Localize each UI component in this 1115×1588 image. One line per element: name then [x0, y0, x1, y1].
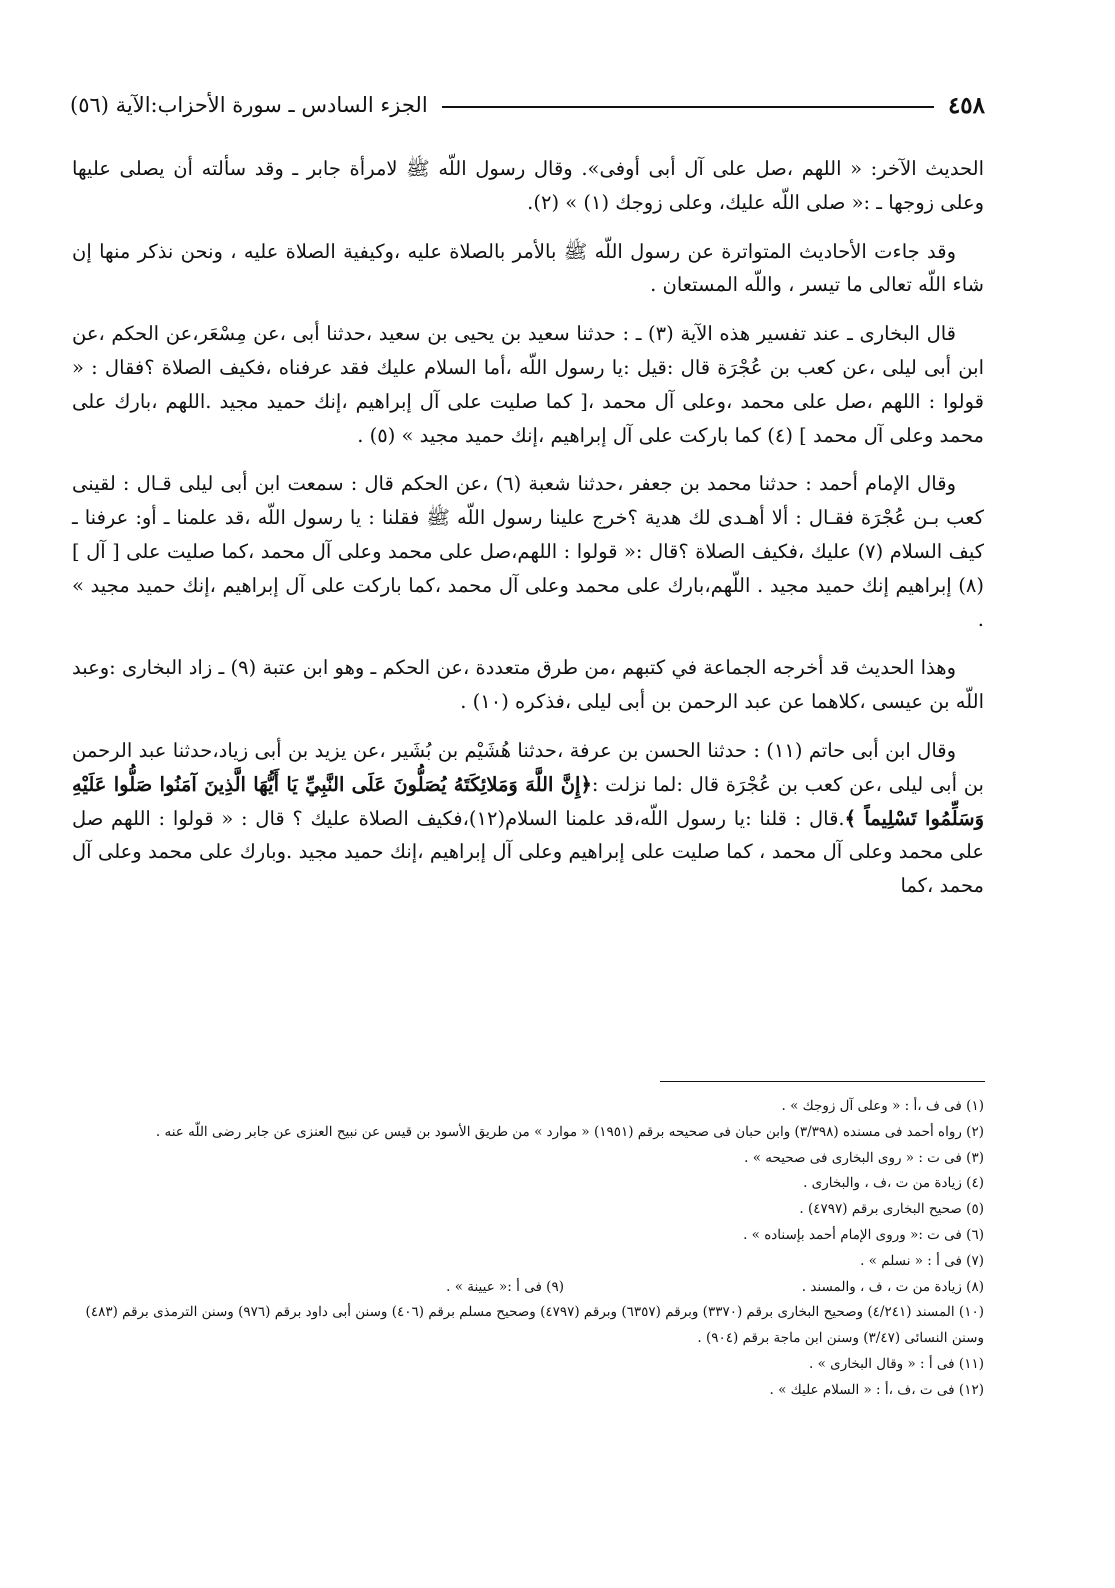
footnote-10: (١٠) المسند (٤/٢٤١) وصحيح البخارى برقم (٣٣٧٠) وبرقم (٦٣٥٧) وبرقم (٤٧٩٧) وصحيح مسلم برقم (٤٠٦) وسنن أبى داود برقم (٩٧٦) وسنن الترمذى برقم (٤٨٣) وسنن النسائى (٣/٤٧) وسنن ابن ماجة برقم (٩٠٤) . — [85, 1304, 984, 1347]
paragraph-3: قال البخارى ـ عند تفسير هذه الآية (٣) ـ : حدثنا سعيد بن يحيى بن سعيد ،حدثنا أبى ،عن مِسْعَر،عن الحكم ،عن ابن أبى ليلى ،عن كعب بن عُجْرَة قال :قيل :يا رسول اللّه ،أما السلام عليك فقد عرفناه ،فكيف الصلاة ؟فقال : « قولوا : اللهم ،صل على محمد ،وعلى آل محمد ،[ كما صليت على آل إبراهيم ،إنك حميد مجيد .اللهم ،بارك على محمد وعلى آل محمد ] (٤) كما باركت على آل إبراهيم ،إنك حميد مجيد » (٥) . — [72, 322, 984, 447]
paragraph-1: الحديث الآخر: « اللهم ،صل على آل أبى أوفى». وقال رسول اللّه ﷺ لامرأة جابر ـ وقد سألته أن يصلى عليها وعلى زوجها ـ :« صلى اللّه عليك، وعلى زوجك (١) » (٢). — [72, 157, 984, 214]
footnote-5: (٥) صحيح البخارى برقم (٤٧٩٧) . — [799, 1201, 984, 1218]
footnote-7: (٧) فى أ : « نسلم » . — [860, 1252, 984, 1269]
paragraph-6 — [72, 734, 984, 903]
quran-verse: ﴿إِنَّ اللَّهَ وَمَلائِكَتَهُ يُصَلُّونَ عَلَى النَّبِيِّ يَا أَيُّهَا الَّذِينَ آمَنُوا صَلُّوا عَلَيْهِ وَسَلِّمُوا تَسْلِيماً ﴾ — [72, 772, 984, 830]
footnotes — [72, 1094, 984, 1404]
footnote-4: (٤) زيادة من ت ،ف ، والبخارى . — [803, 1175, 984, 1192]
paragraph-6-intro: وقال ابن أبى حاتم (١١) : حدثنا الحسن بن عرفة ،حدثنا هُشَيْم بن بُشَير ،عن يزيد بن أبى زياد،حدثنا عبد الرحمن بن أبى ليلى ،عن كعب بن عُجْرَة قال :لما نزلت : — [72, 738, 984, 796]
main-text — [72, 152, 984, 918]
page-number: ٤٥٨ — [947, 91, 985, 119]
footnote-1: (١) فى ف ،أ : « وعلى آل زوجك » . — [781, 1098, 984, 1114]
footnote-separator — [660, 1081, 985, 1082]
footnote-9: (٩) فى أ :« عيينة » . — [446, 1278, 564, 1295]
paragraph-6-rest: .قال : قلنا :يا رسول اللّه،قد علمنا السلام(١٢)،فكيف الصلاة عليك ؟ قال : « قولوا : اللهم صل على محمد وعلى آل محمد ، كما صليت على إبراهيم وعلى آل إبراهيم ،إنك حميد مجيد .وبارك على محمد وعلى آل محمد ،كما — [72, 806, 984, 898]
footnote-3: (٣) فى ت : « روى البخارى فى صحيحه » . — [744, 1149, 984, 1166]
header-title: الجزء السادس ـ سورة الأحزاب:الآية (٥٦) — [70, 93, 428, 117]
paragraph-5: وهذا الحديث قد أخرجه الجماعة في كتبهم ،من طرق متعددة ،عن الحكم ـ وهو ابن عتبة (٩) ـ زاد البخارى :وعبد اللّه بن عيسى ،كلاهما عن عبد الرحمن بن أبى ليلى ،فذكره (١٠) . — [72, 656, 984, 714]
footnote-6: (٦) فى ت :« وروى الإمام أحمد بإسناده » . — [743, 1226, 984, 1243]
running-header — [70, 88, 985, 122]
footnote-11: (١١) فى أ : « وقال البخارى » . — [809, 1355, 984, 1372]
footnote-12: (١٢) فى ت ،ف ،أ : « السلام عليك » . — [769, 1381, 984, 1398]
paragraph-4: وقال الإمام أحمد : حدثنا محمد بن جعفر ،حدثنا شعبة (٦) ،عن الحكم قال : سمعت ابن أبى ليلى قـال : لقينى كعب بـن عُجْرَة فقـال : ألا أهـدى لك هدية ؟خرج علينا رسول اللّه ﷺ فقلنا : يا رسول اللّه ،قد علمنا ـ أو: عرفنا ـ كيف السلام (٧) عليك ،فكيف الصلاة ؟قال :« قولوا : اللهم،صل على محمد وعلى آل محمد ،كما صليت على [ آل ] (٨) إبراهيم إنك حميد مجيد . اللّهم،بارك على محمد وعلى آل محمد ،كما باركت على آل إبراهيم ،إنك حميد مجيد » . — [72, 472, 984, 631]
paragraph-2: وقد جاءت الأحاديث المتواترة عن رسول اللّه ﷺ بالأمر بالصلاة عليه ،وكيفية الصلاة عليه ، ونحن نذكر منها إن شاء اللّه تعالى ما تيسر ، واللّه المستعان . — [72, 239, 984, 297]
header-rule — [442, 106, 934, 108]
footnote-2: (٢) رواه أحمد فى مسنده (٣/٣٩٨) وابن حبان فى صحيحه برقم (١٩٥١) « موارد » من طريق الأسود بن قيس عن نبيح العنزى عن جابر رضى اللّه عنه . — [155, 1123, 984, 1140]
footnote-8: (٨) زيادة من ت ، ف ، والمسند . — [801, 1278, 984, 1295]
footnote-row-8-9 — [72, 1275, 984, 1301]
